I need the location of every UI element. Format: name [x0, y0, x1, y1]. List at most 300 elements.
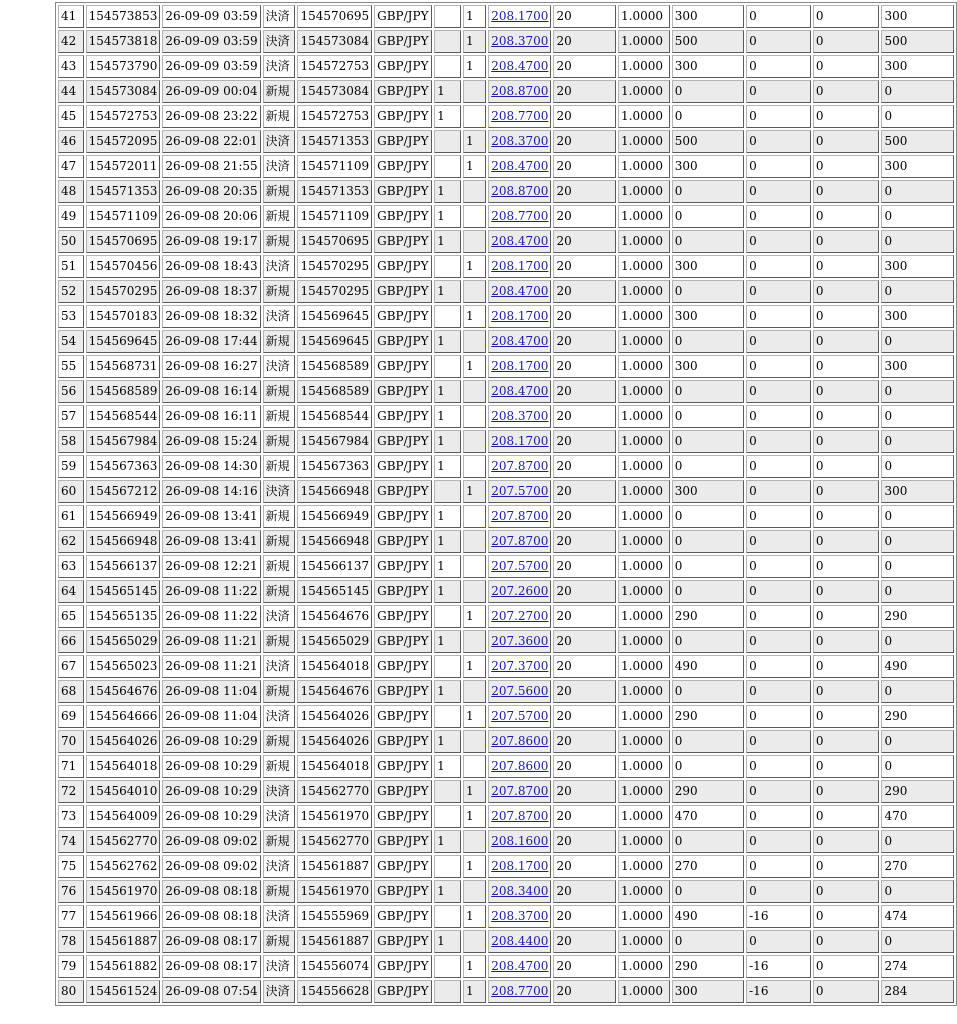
- buy-lots-cell: 1: [434, 105, 461, 128]
- commission-cell: 0: [813, 230, 880, 253]
- commission-cell: 0: [813, 380, 880, 403]
- order-id-cell: 154565023: [86, 655, 161, 678]
- price-link-cell: [488, 905, 551, 928]
- price-link-cell: [488, 180, 551, 203]
- rate-cell: 1.0000: [618, 355, 670, 378]
- table-row: [58, 430, 954, 453]
- lot-size-cell: 20: [553, 980, 616, 1003]
- datetime-cell: 26-09-08 16:27: [162, 355, 260, 378]
- table-row: [58, 480, 954, 503]
- buy-lots-cell: [434, 355, 461, 378]
- price-link[interactable]: 208.4700: [491, 384, 549, 398]
- datetime-cell: 26-09-08 16:14: [162, 380, 260, 403]
- datetime-cell: 26-09-08 11:21: [162, 630, 260, 653]
- table-row: [58, 305, 954, 328]
- price-link-cell: [488, 730, 551, 753]
- price-link[interactable]: 207.8700: [491, 509, 549, 523]
- profit-cell: 300: [672, 255, 744, 278]
- row-number-cell: 43: [58, 55, 84, 78]
- buy-lots-cell: 1: [434, 530, 461, 553]
- price-link[interactable]: 208.1700: [491, 859, 549, 873]
- datetime-cell: 26-09-08 11:22: [162, 605, 260, 628]
- currency-pair-cell: GBP/JPY: [374, 305, 432, 328]
- buy-lots-cell: [434, 855, 461, 878]
- price-link-cell: [488, 680, 551, 703]
- price-link[interactable]: 208.4700: [491, 234, 549, 248]
- price-link[interactable]: 208.1600: [491, 834, 549, 848]
- currency-pair-cell: GBP/JPY: [374, 330, 432, 353]
- rate-cell: 1.0000: [618, 230, 670, 253]
- buy-lots-cell: [434, 980, 461, 1003]
- commission-cell: 0: [813, 305, 880, 328]
- commission-cell: 0: [813, 630, 880, 653]
- lot-size-cell: 20: [553, 155, 616, 178]
- trade-type-cell: 新規: [263, 380, 296, 403]
- currency-pair-cell: GBP/JPY: [374, 930, 432, 953]
- currency-pair-cell: GBP/JPY: [374, 55, 432, 78]
- commission-cell: 0: [813, 530, 880, 553]
- trade-type-cell: 新規: [263, 430, 296, 453]
- datetime-cell: 26-09-08 08:17: [162, 930, 260, 953]
- sell-lots-cell: [463, 530, 486, 553]
- table-row: [58, 355, 954, 378]
- sell-lots-cell: [463, 680, 486, 703]
- sell-lots-cell: [463, 105, 486, 128]
- buy-lots-cell: [434, 30, 461, 53]
- lot-size-cell: 20: [553, 805, 616, 828]
- net-profit-cell: 0: [881, 930, 954, 953]
- trade-history-table: [55, 2, 957, 1006]
- lot-size-cell: 20: [553, 630, 616, 653]
- currency-pair-cell: GBP/JPY: [374, 205, 432, 228]
- row-number-cell: 71: [58, 755, 84, 778]
- order-id-cell: 154566948: [86, 530, 161, 553]
- table-row: [58, 955, 954, 978]
- order-id-cell: 154572753: [86, 105, 161, 128]
- price-link[interactable]: 208.1700: [491, 259, 549, 273]
- trade-type-cell: 決済: [263, 805, 296, 828]
- trade-type-cell: 新規: [263, 755, 296, 778]
- price-link[interactable]: 208.1700: [491, 309, 549, 323]
- net-profit-cell: 300: [881, 155, 954, 178]
- datetime-cell: 26-09-09 03:59: [162, 5, 260, 28]
- lot-size-cell: 20: [553, 80, 616, 103]
- price-link[interactable]: 208.4700: [491, 59, 549, 73]
- buy-lots-cell: [434, 305, 461, 328]
- table-row: [58, 380, 954, 403]
- lot-size-cell: 20: [553, 55, 616, 78]
- currency-pair-cell: GBP/JPY: [374, 455, 432, 478]
- price-link[interactable]: 208.3700: [491, 134, 549, 148]
- datetime-cell: 26-09-08 08:18: [162, 905, 260, 928]
- order-id-cell: 154564018: [86, 755, 161, 778]
- buy-lots-cell: [434, 955, 461, 978]
- commission-cell: 0: [813, 930, 880, 953]
- trade-type-cell: 新規: [263, 830, 296, 853]
- price-link[interactable]: 208.7700: [491, 984, 549, 998]
- rate-cell: 1.0000: [618, 780, 670, 803]
- price-link[interactable]: 208.3700: [491, 34, 549, 48]
- order-id-cell: 154565145: [86, 580, 161, 603]
- profit-cell: 0: [672, 330, 744, 353]
- price-link[interactable]: 208.1700: [491, 359, 549, 373]
- trade-history-wrapper: [55, 2, 957, 1006]
- commission-cell: 0: [813, 80, 880, 103]
- row-number-cell: 52: [58, 280, 84, 303]
- commission-cell: 0: [813, 30, 880, 53]
- position-id-cell: 154570295: [297, 255, 372, 278]
- buy-lots-cell: 1: [434, 830, 461, 853]
- table-row: [58, 580, 954, 603]
- datetime-cell: 26-09-08 12:21: [162, 555, 260, 578]
- buy-lots-cell: 1: [434, 880, 461, 903]
- net-profit-cell: 0: [881, 455, 954, 478]
- rate-cell: 1.0000: [618, 730, 670, 753]
- position-id-cell: 154564026: [297, 730, 372, 753]
- lot-size-cell: 20: [553, 880, 616, 903]
- price-link[interactable]: 208.4400: [491, 934, 549, 948]
- trade-type-cell: 新規: [263, 730, 296, 753]
- price-link[interactable]: 208.4700: [491, 334, 549, 348]
- commission-cell: 0: [813, 505, 880, 528]
- currency-pair-cell: GBP/JPY: [374, 530, 432, 553]
- trade-type-cell: 新規: [263, 280, 296, 303]
- datetime-cell: 26-09-08 09:02: [162, 855, 260, 878]
- price-link-cell: [488, 380, 551, 403]
- row-number-cell: 55: [58, 355, 84, 378]
- position-id-cell: 154555969: [297, 905, 372, 928]
- position-id-cell: 154569645: [297, 305, 372, 328]
- order-id-cell: 154571109: [86, 205, 161, 228]
- sell-lots-cell: [463, 555, 486, 578]
- price-link[interactable]: 207.8700: [491, 534, 549, 548]
- trade-type-cell: 決済: [263, 55, 296, 78]
- swap-cell: 0: [746, 730, 811, 753]
- net-profit-cell: 300: [881, 480, 954, 503]
- lot-size-cell: 20: [553, 430, 616, 453]
- price-link[interactable]: 208.4700: [491, 159, 549, 173]
- trade-type-cell: 決済: [263, 955, 296, 978]
- price-link-cell: [488, 755, 551, 778]
- price-link[interactable]: 207.8700: [491, 459, 549, 473]
- order-id-cell: 154564009: [86, 805, 161, 828]
- profit-cell: 300: [672, 355, 744, 378]
- buy-lots-cell: 1: [434, 380, 461, 403]
- price-link-cell: [488, 705, 551, 728]
- position-id-cell: 154566948: [297, 530, 372, 553]
- row-number-cell: 53: [58, 305, 84, 328]
- position-id-cell: 154566948: [297, 480, 372, 503]
- position-id-cell: 154567984: [297, 430, 372, 453]
- net-profit-cell: 300: [881, 305, 954, 328]
- position-id-cell: 154561970: [297, 805, 372, 828]
- row-number-cell: 76: [58, 880, 84, 903]
- swap-cell: 0: [746, 380, 811, 403]
- net-profit-cell: 0: [881, 880, 954, 903]
- rate-cell: 1.0000: [618, 880, 670, 903]
- sell-lots-cell: [463, 230, 486, 253]
- swap-cell: -16: [746, 905, 811, 928]
- table-row: [58, 655, 954, 678]
- table-row: [58, 280, 954, 303]
- price-link[interactable]: 208.7700: [491, 209, 549, 223]
- datetime-cell: 26-09-08 11:04: [162, 680, 260, 703]
- profit-cell: 0: [672, 630, 744, 653]
- swap-cell: 0: [746, 630, 811, 653]
- net-profit-cell: 290: [881, 705, 954, 728]
- commission-cell: 0: [813, 830, 880, 853]
- swap-cell: 0: [746, 330, 811, 353]
- profit-cell: 0: [672, 80, 744, 103]
- swap-cell: 0: [746, 105, 811, 128]
- datetime-cell: 26-09-08 11:04: [162, 705, 260, 728]
- commission-cell: 0: [813, 705, 880, 728]
- order-id-cell: 154561882: [86, 955, 161, 978]
- table-row: [58, 130, 954, 153]
- sell-lots-cell: 1: [463, 355, 486, 378]
- swap-cell: 0: [746, 755, 811, 778]
- net-profit-cell: 0: [881, 430, 954, 453]
- rate-cell: 1.0000: [618, 130, 670, 153]
- commission-cell: 0: [813, 855, 880, 878]
- profit-cell: 300: [672, 480, 744, 503]
- order-id-cell: 154567363: [86, 455, 161, 478]
- table-row: [58, 30, 954, 53]
- price-link-cell: [488, 255, 551, 278]
- swap-cell: 0: [746, 155, 811, 178]
- price-link-cell: [488, 80, 551, 103]
- buy-lots-cell: 1: [434, 455, 461, 478]
- order-id-cell: 154562770: [86, 830, 161, 853]
- price-link[interactable]: 208.3700: [491, 409, 549, 423]
- price-link[interactable]: 208.4700: [491, 959, 549, 973]
- position-id-cell: 154561887: [297, 930, 372, 953]
- currency-pair-cell: GBP/JPY: [374, 505, 432, 528]
- row-number-cell: 42: [58, 30, 84, 53]
- price-link[interactable]: 208.7700: [491, 109, 549, 123]
- table-row: [58, 905, 954, 928]
- row-number-cell: 65: [58, 605, 84, 628]
- sell-lots-cell: [463, 730, 486, 753]
- commission-cell: 0: [813, 555, 880, 578]
- row-number-cell: 45: [58, 105, 84, 128]
- net-profit-cell: 0: [881, 380, 954, 403]
- order-id-cell: 154564676: [86, 680, 161, 703]
- profit-cell: 500: [672, 130, 744, 153]
- price-link[interactable]: 208.8700: [491, 84, 549, 98]
- table-row: [58, 780, 954, 803]
- commission-cell: 0: [813, 805, 880, 828]
- profit-cell: 0: [672, 205, 744, 228]
- datetime-cell: 26-09-08 08:18: [162, 880, 260, 903]
- order-id-cell: 154570695: [86, 230, 161, 253]
- price-link[interactable]: 208.1700: [491, 9, 549, 23]
- profit-cell: 470: [672, 805, 744, 828]
- order-id-cell: 154573084: [86, 80, 161, 103]
- price-link[interactable]: 207.5600: [491, 684, 549, 698]
- order-id-cell: 154570456: [86, 255, 161, 278]
- row-number-cell: 78: [58, 930, 84, 953]
- price-link[interactable]: 208.3400: [491, 884, 549, 898]
- position-id-cell: 154570295: [297, 280, 372, 303]
- lot-size-cell: 20: [553, 280, 616, 303]
- lot-size-cell: 20: [553, 305, 616, 328]
- swap-cell: 0: [746, 205, 811, 228]
- datetime-cell: 26-09-08 10:29: [162, 780, 260, 803]
- datetime-cell: 26-09-09 03:59: [162, 55, 260, 78]
- swap-cell: 0: [746, 80, 811, 103]
- lot-size-cell: 20: [553, 455, 616, 478]
- profit-cell: 300: [672, 55, 744, 78]
- price-link-cell: [488, 330, 551, 353]
- row-number-cell: 44: [58, 80, 84, 103]
- buy-lots-cell: [434, 255, 461, 278]
- buy-lots-cell: [434, 655, 461, 678]
- price-link-cell: [488, 155, 551, 178]
- sell-lots-cell: 1: [463, 805, 486, 828]
- datetime-cell: 26-09-09 00:04: [162, 80, 260, 103]
- datetime-cell: 26-09-08 23:22: [162, 105, 260, 128]
- table-row: [58, 555, 954, 578]
- price-link[interactable]: 207.8700: [491, 809, 549, 823]
- table-row: [58, 805, 954, 828]
- rate-cell: 1.0000: [618, 705, 670, 728]
- row-number-cell: 77: [58, 905, 84, 928]
- sell-lots-cell: [463, 80, 486, 103]
- datetime-cell: 26-09-08 20:35: [162, 180, 260, 203]
- swap-cell: 0: [746, 930, 811, 953]
- commission-cell: 0: [813, 980, 880, 1003]
- commission-cell: 0: [813, 455, 880, 478]
- price-link[interactable]: 208.1700: [491, 434, 549, 448]
- row-number-cell: 56: [58, 380, 84, 403]
- price-link[interactable]: 207.5700: [491, 709, 549, 723]
- lot-size-cell: 20: [553, 580, 616, 603]
- datetime-cell: 26-09-08 10:29: [162, 805, 260, 828]
- sell-lots-cell: 1: [463, 605, 486, 628]
- swap-cell: 0: [746, 230, 811, 253]
- order-id-cell: 154565135: [86, 605, 161, 628]
- swap-cell: 0: [746, 305, 811, 328]
- sell-lots-cell: 1: [463, 5, 486, 28]
- rate-cell: 1.0000: [618, 330, 670, 353]
- lot-size-cell: 20: [553, 905, 616, 928]
- price-link-cell: [488, 305, 551, 328]
- net-profit-cell: 0: [881, 105, 954, 128]
- sell-lots-cell: 1: [463, 255, 486, 278]
- sell-lots-cell: 1: [463, 780, 486, 803]
- row-number-cell: 66: [58, 630, 84, 653]
- swap-cell: 0: [746, 430, 811, 453]
- price-link-cell: [488, 105, 551, 128]
- row-number-cell: 70: [58, 730, 84, 753]
- trade-history-body: [58, 5, 954, 1003]
- swap-cell: 0: [746, 405, 811, 428]
- sell-lots-cell: [463, 830, 486, 853]
- profit-cell: 0: [672, 930, 744, 953]
- order-id-cell: 154570295: [86, 280, 161, 303]
- sell-lots-cell: [463, 205, 486, 228]
- price-link[interactable]: 207.2600: [491, 584, 549, 598]
- currency-pair-cell: GBP/JPY: [374, 980, 432, 1003]
- lot-size-cell: 20: [553, 855, 616, 878]
- lot-size-cell: 20: [553, 505, 616, 528]
- price-link[interactable]: 207.5700: [491, 484, 549, 498]
- price-link[interactable]: 207.8600: [491, 734, 549, 748]
- order-id-cell: 154567984: [86, 430, 161, 453]
- commission-cell: 0: [813, 780, 880, 803]
- price-link[interactable]: 208.3700: [491, 909, 549, 923]
- swap-cell: 0: [746, 280, 811, 303]
- position-id-cell: 154556074: [297, 955, 372, 978]
- commission-cell: 0: [813, 730, 880, 753]
- row-number-cell: 49: [58, 205, 84, 228]
- price-link[interactable]: 207.5700: [491, 559, 549, 573]
- currency-pair-cell: GBP/JPY: [374, 130, 432, 153]
- price-link[interactable]: 207.2700: [491, 609, 549, 623]
- trade-type-cell: 決済: [263, 155, 296, 178]
- rate-cell: 1.0000: [618, 105, 670, 128]
- lot-size-cell: 20: [553, 355, 616, 378]
- commission-cell: 0: [813, 880, 880, 903]
- lot-size-cell: 20: [553, 780, 616, 803]
- rate-cell: 1.0000: [618, 280, 670, 303]
- swap-cell: 0: [746, 830, 811, 853]
- commission-cell: 0: [813, 430, 880, 453]
- table-row: [58, 5, 954, 28]
- price-link-cell: [488, 980, 551, 1003]
- net-profit-cell: 0: [881, 555, 954, 578]
- price-link-cell: [488, 580, 551, 603]
- position-id-cell: 154571109: [297, 205, 372, 228]
- profit-cell: 0: [672, 555, 744, 578]
- swap-cell: 0: [746, 505, 811, 528]
- net-profit-cell: 300: [881, 55, 954, 78]
- price-link[interactable]: 208.4700: [491, 284, 549, 298]
- position-id-cell: 154571353: [297, 180, 372, 203]
- trade-type-cell: 新規: [263, 505, 296, 528]
- price-link[interactable]: 207.3600: [491, 634, 549, 648]
- position-id-cell: 154571353: [297, 130, 372, 153]
- net-profit-cell: 274: [881, 955, 954, 978]
- order-id-cell: 154573818: [86, 30, 161, 53]
- trade-type-cell: 新規: [263, 680, 296, 703]
- order-id-cell: 154572011: [86, 155, 161, 178]
- currency-pair-cell: GBP/JPY: [374, 630, 432, 653]
- position-id-cell: 154570695: [297, 230, 372, 253]
- commission-cell: 0: [813, 355, 880, 378]
- rate-cell: 1.0000: [618, 255, 670, 278]
- price-link[interactable]: 208.8700: [491, 184, 549, 198]
- profit-cell: 490: [672, 655, 744, 678]
- row-number-cell: 61: [58, 505, 84, 528]
- sell-lots-cell: 1: [463, 655, 486, 678]
- position-id-cell: 154573084: [297, 80, 372, 103]
- price-link[interactable]: 207.8700: [491, 784, 549, 798]
- sell-lots-cell: [463, 755, 486, 778]
- profit-cell: 0: [672, 430, 744, 453]
- rate-cell: 1.0000: [618, 605, 670, 628]
- datetime-cell: 26-09-08 09:02: [162, 830, 260, 853]
- price-link-cell: [488, 655, 551, 678]
- table-row: [58, 80, 954, 103]
- net-profit-cell: 0: [881, 830, 954, 853]
- lot-size-cell: 20: [553, 555, 616, 578]
- commission-cell: 0: [813, 330, 880, 353]
- row-number-cell: 73: [58, 805, 84, 828]
- price-link[interactable]: 207.3700: [491, 659, 549, 673]
- price-link[interactable]: 207.8600: [491, 759, 549, 773]
